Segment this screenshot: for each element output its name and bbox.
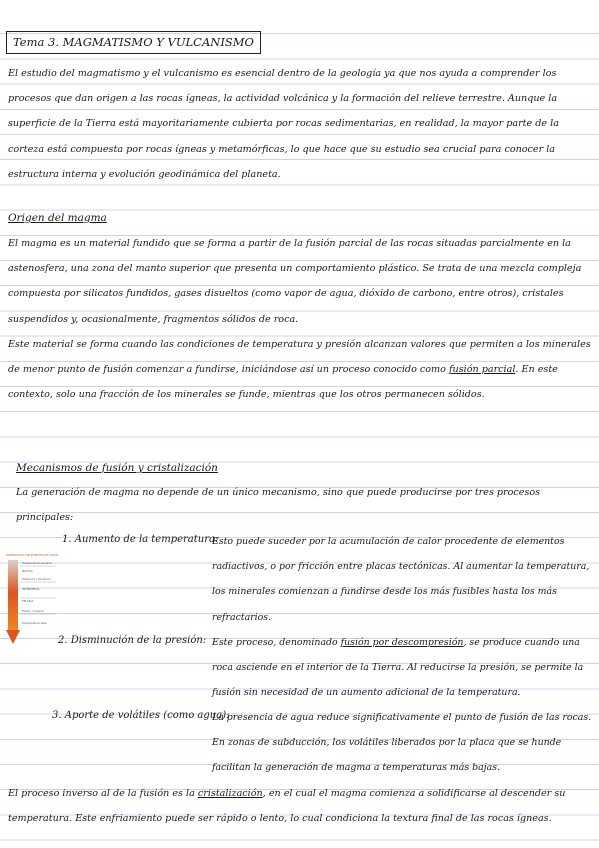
melting-range-figure — [6, 552, 58, 652]
mecanismos-intro: La generación de magma no depende de un único mecanismo, sino que puede producirse por tres procesos principales: — [16, 487, 541, 524]
figure-label: FELSICA — [22, 599, 34, 603]
term-fusion-descompresion: fusión por descompresión — [340, 637, 464, 648]
figure-caption: INTERVALOS DE PUNTOS DE FUSIÓN — [6, 553, 58, 557]
figure-label: Fusión / Líquido — [22, 609, 44, 613]
mechanism-2-text-start: Este proceso, denominado — [212, 637, 338, 648]
mechanism-1-text: Esto puede suceder por la acumulación de calor procedente de elementos radiactivos, o por fricción entre placas tectónicas. Al aumentar la temperatura, los minerales comienzan a fundirse desde los más fusibles hasta los más refractarios. — [212, 536, 590, 623]
page-title: Tema 3. MAGMATISMO Y VULCANISMO — [6, 31, 261, 54]
mechanism-2-text-end: , se produce cuando una roca asciende en el interior de la Tierra. Al reducirse la presión, se permite la fusión sin necesidad de un aumento adicional de la temperatura. — [212, 637, 584, 699]
mechanism-2-label: 2. Disminución de la presión: — [58, 635, 207, 646]
mechanism-3-text: La presencia de agua reduce significativamente el punto de fusión de las rocas. En zonas de subducción, los volátiles liberados por la placa que se hunde facilitan la generación de magma a temperaturas más bajas. — [212, 712, 592, 774]
origen-p2-end: . En este contexto, solo una fracción de los minerales se funde, mientras que los otros permanecen sólidos. — [8, 364, 558, 401]
mechanism-2-text — [212, 630, 592, 706]
closing-start: El proceso inverso al de la fusión es la — [8, 788, 195, 799]
figure-label: Temperatura elevada — [22, 561, 52, 565]
mechanism-3-label: 3. Aporte de volátiles (como agua): — [52, 710, 230, 721]
melting-range-diagram — [6, 552, 58, 652]
origen-paragraph-2 — [8, 332, 593, 408]
origen-paragraph-1: El magma es un material fundido que se forma a partir de la fusión parcial de las rocas situadas parcialmente en la astenosfera, una zona del manto superior que presenta un comportamiento plástico. Se trata de una mezcla compleja compuesta por silicatos fundidos, gases disueltos (como vapor de agua, dióxido de carbono, entre otros), cristales suspendidos y, ocasionalmente, fragmentos sólidos de roca. — [8, 238, 582, 325]
closing-paragraph — [8, 781, 593, 831]
intro-paragraph: El estudio del magmatismo y el vulcanismo es esencial dentro de la geología ya que nos ayuda a comprender los procesos que dan origen a las rocas ígneas, la actividad volcánica y la formación del relieve terrestre. Aunque la superficie de la Tierra está mayoritariamente cubierta por rocas sedimentarias, en realidad, la mayor parte de la corteza está compuesta por rocas ígneas y metamórficas, lo que hace que su estudio sea crucial para conocer la estructura interna y evolución geodinámica del planeta. — [8, 68, 559, 180]
term-fusion-parcial: fusión parcial — [448, 364, 516, 376]
figure-label: Temperatura baja — [22, 621, 47, 625]
figure-label: INTERMEDIA — [22, 587, 40, 591]
origen-p2-start: Este material se forma cuando las condiciones de temperatura y presión alcanzan valores que permiten a los minerales de menor punto de fusión comenzar a fundirse, iniciándose así un proceso conocido como — [8, 339, 591, 376]
down-arrow-icon — [6, 630, 20, 644]
figure-label: Tectónico / Volcánico — [22, 577, 52, 581]
heading-mecanismos: Mecanismos de fusión y cristalización — [16, 462, 218, 474]
mechanism-1-label: 1. Aumento de la temperatura: — [62, 534, 219, 545]
heading-origen: Origen del magma — [8, 212, 107, 224]
closing-end: , en el cual el magma comienza a solidificarse al descender su temperatura. Este enfriamiento puede ser rápido o lento, lo cual condiciona la textura final de las rocas ígneas. — [8, 788, 566, 825]
term-cristalizacion: cristalización — [197, 788, 263, 799]
melting-color-bar — [8, 560, 18, 632]
figure-label: MAFICA — [22, 569, 33, 573]
